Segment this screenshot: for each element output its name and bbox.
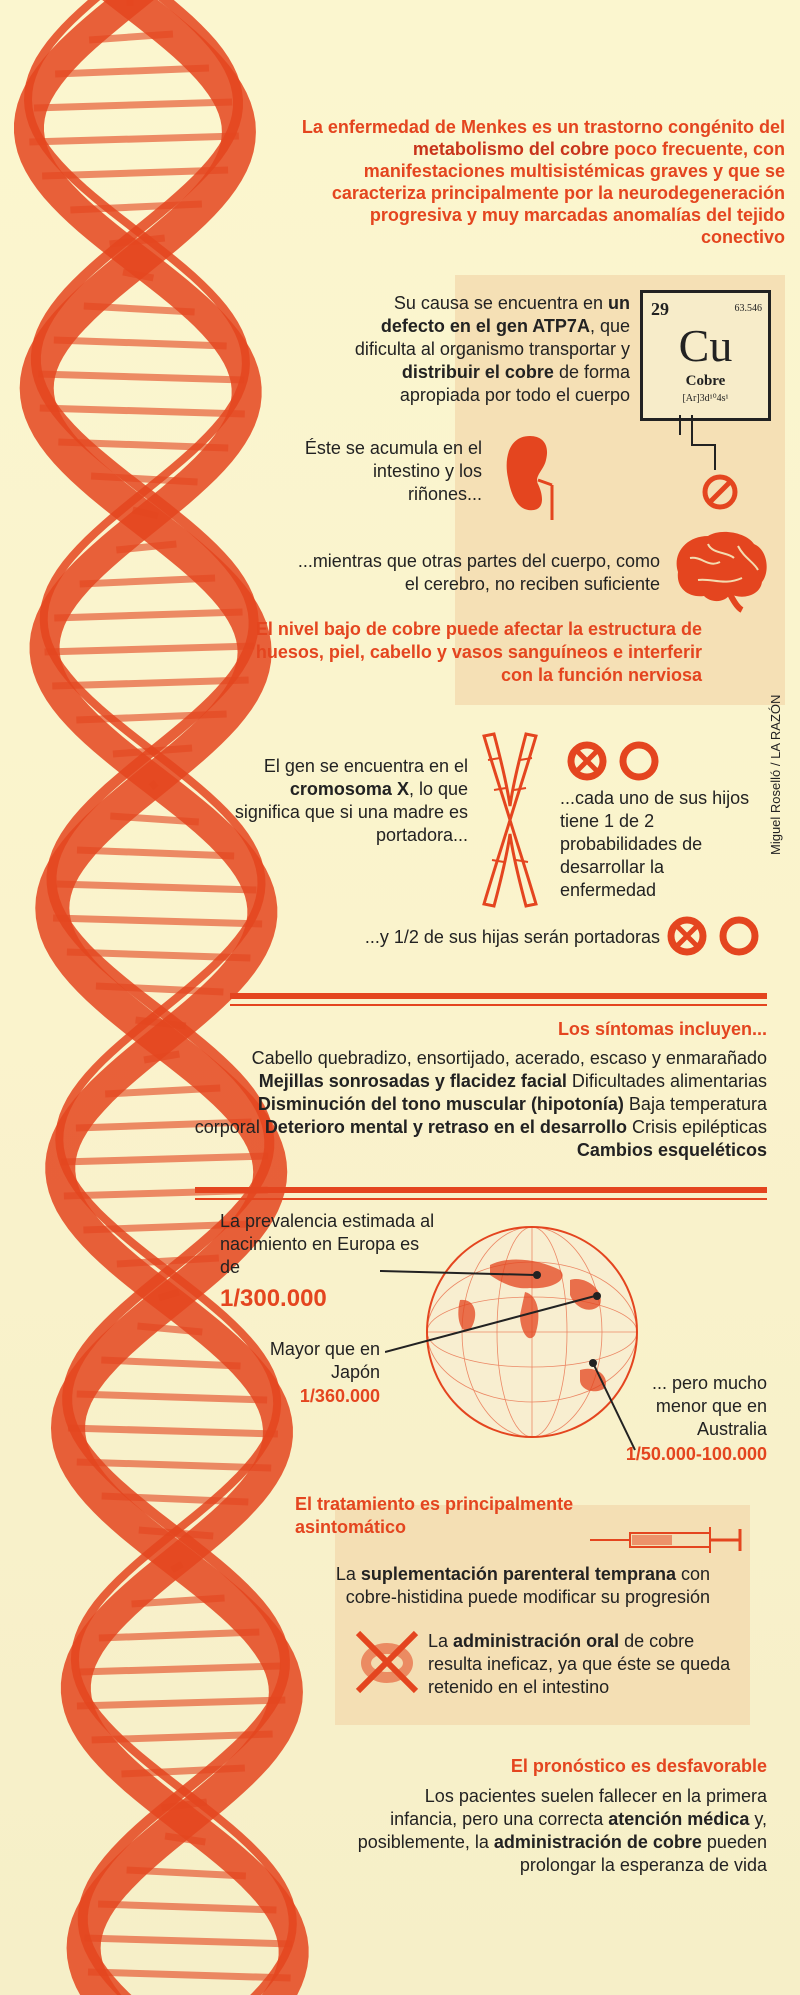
dna-rung bbox=[45, 646, 255, 652]
treatment-title: El tratamiento es principalmente asintomático bbox=[295, 1494, 574, 1537]
element-number: 29 bbox=[651, 299, 669, 319]
dna-rung bbox=[34, 102, 232, 108]
oral-text-1: La bbox=[428, 1631, 454, 1651]
element-mass: 63.546 bbox=[734, 303, 762, 314]
europe-label: La prevalencia estimada al nacimiento en Europa es de bbox=[220, 1211, 435, 1277]
kidney-icon bbox=[500, 430, 560, 525]
low-copper-text: El nivel bajo de cobre puede afectar la estructura de huesos, piel, cabello y vasos sanguíneos e interferir con la función nerviosa bbox=[255, 619, 702, 685]
japan-label: Mayor que en Japón bbox=[269, 1339, 380, 1382]
symptoms-title: Los síntomas incluyen... bbox=[557, 1019, 767, 1039]
prohibited-icon bbox=[700, 472, 740, 512]
divider-top bbox=[230, 993, 767, 999]
dna-rung bbox=[54, 340, 227, 346]
oral-paragraph bbox=[428, 1630, 738, 1699]
dna-rung bbox=[55, 68, 209, 74]
symptom-bold-4: Cambios esqueléticos bbox=[576, 1140, 767, 1160]
europe-value: 1/300.000 bbox=[220, 1285, 327, 1312]
oral-text-2: de cobre resulta ineficaz, ya que éste se queda retenido en el intestino bbox=[428, 1631, 731, 1697]
intro-text-1: La enfermedad de Menkes es un trastorno congénito del bbox=[301, 117, 785, 137]
dna-rung bbox=[29, 136, 238, 142]
sons-text: ...cada uno de sus hijos tiene 1 de 2 probabilidades de desarrollar la enfermedad bbox=[560, 788, 750, 900]
symptom-bold-2: Disminución del tono muscular (hipotonía) bbox=[257, 1094, 624, 1114]
prognosis-text-2: y, posiblemente, la bbox=[357, 1809, 767, 1852]
treatment-bold-1: suplementación parenteral temprana bbox=[360, 1564, 676, 1584]
dna-rung bbox=[68, 1428, 278, 1434]
dna-rung bbox=[99, 1632, 260, 1638]
divider-mid-thin bbox=[195, 1198, 767, 1200]
symptom-bold-3: Deterioro mental y retraso en el desarrollo bbox=[264, 1117, 627, 1137]
dna-rung bbox=[84, 1938, 292, 1944]
symptom-text-3: Baja temperatura corporal bbox=[194, 1094, 767, 1137]
prognosis-bold-1: atención médica bbox=[608, 1809, 750, 1829]
japan-value: 1/360.000 bbox=[299, 1386, 380, 1406]
prognosis-paragraph bbox=[355, 1785, 767, 1877]
symptom-text-4: Crisis epilépticas bbox=[626, 1117, 767, 1137]
japan-pointer-line bbox=[385, 1290, 615, 1360]
dna-rung bbox=[77, 1394, 267, 1400]
dna-rung bbox=[38, 374, 244, 380]
daughters-text: ...y 1/2 de sus hijas serán portadoras bbox=[364, 927, 660, 947]
dna-rung bbox=[77, 850, 234, 856]
australia-value: 1/50.000-100.000 bbox=[625, 1444, 767, 1464]
intro-bold-1: metabolismo del cobre bbox=[412, 139, 609, 159]
intro-text-2: poco frecuente, con manifestaciones multisistémicas graves y que se caracteriza principalmente por la neurodegeneración progresiva y muy marcadas anomalías del tejido conectivo bbox=[331, 139, 785, 247]
chromosome-x-icon bbox=[470, 730, 550, 910]
cause-bold-1: un defecto en el gen ATP7A bbox=[380, 293, 630, 336]
symptom-bold-1: Mejillas sonrosadas y flacidez facial bbox=[258, 1071, 567, 1091]
chromosome-paragraph bbox=[230, 755, 468, 847]
copper-element-tile bbox=[640, 290, 771, 421]
divider-mid bbox=[195, 1187, 767, 1193]
element-config: [Ar]3d¹⁰4s¹ bbox=[682, 393, 729, 404]
treatment-paragraph bbox=[290, 1563, 710, 1609]
dna-rung bbox=[98, 1904, 276, 1910]
dna-rung bbox=[88, 1972, 291, 1978]
dna-rung bbox=[57, 884, 257, 890]
element-symbol: Cu bbox=[678, 320, 733, 371]
symptom-text-1: Cabello quebradizo, ensortijado, acerado, escaso y enmarañado bbox=[251, 1048, 767, 1068]
cause-text-2: , que dificulta al organismo transportar y bbox=[354, 316, 630, 359]
prognosis-text-3: pueden prolongar la esperanza de vida bbox=[519, 1832, 767, 1875]
credit-text: Miguel Roselló / LA RAZÓN bbox=[768, 694, 783, 855]
chromosome-text-1: El gen se encuentra en el bbox=[263, 756, 468, 776]
divider-top-thin bbox=[230, 1004, 767, 1006]
chromosome-text-2: , lo que significa que si una madre es portadora... bbox=[234, 779, 468, 845]
oral-bold-1: administración oral bbox=[453, 1631, 620, 1651]
crossed-mouth-icon bbox=[352, 1627, 422, 1697]
chromosome-bold-1: cromosoma X bbox=[289, 779, 409, 799]
dna-rung bbox=[40, 408, 245, 414]
sons-symbols bbox=[565, 738, 665, 784]
cause-bold-2: distribuir el cobre bbox=[401, 362, 554, 382]
dna-rung bbox=[77, 1700, 285, 1706]
prognosis-text-1: Los pacientes suelen fallecer en la primera infancia, pero una correcta bbox=[390, 1786, 767, 1829]
symptom-text-2: Dificultades alimentarias bbox=[566, 1071, 767, 1091]
intro-paragraph bbox=[300, 116, 785, 248]
treatment-text-1: La bbox=[335, 1564, 361, 1584]
daughters-symbols bbox=[665, 913, 765, 959]
cause-text-1: Su causa se encuentra en bbox=[393, 293, 608, 313]
treatment-text-2: con cobre-histidina puede modificar su progresión bbox=[345, 1564, 710, 1607]
prognosis-bold-2: administración de cobre bbox=[493, 1832, 702, 1852]
symptoms-paragraph bbox=[190, 1047, 767, 1162]
dna-rung bbox=[53, 918, 262, 924]
dna-rung bbox=[54, 612, 242, 618]
brain-icon bbox=[668, 528, 773, 613]
cause-text-3: de forma apropiada por todo el cuerpo bbox=[399, 362, 630, 405]
accumulates-text: Éste se acumula en el intestino y los riñones... bbox=[304, 438, 482, 504]
cause-paragraph bbox=[330, 292, 630, 407]
prognosis-title: El pronóstico es desfavorable bbox=[510, 1756, 767, 1776]
australia-label: ... pero mucho menor que en Australia bbox=[651, 1373, 767, 1439]
dna-rung bbox=[79, 1666, 280, 1672]
element-name: Cobre bbox=[685, 373, 726, 389]
brain-text: ...mientras que otras partes del cuerpo, como el cerebro, no reciben suficiente bbox=[297, 551, 660, 594]
